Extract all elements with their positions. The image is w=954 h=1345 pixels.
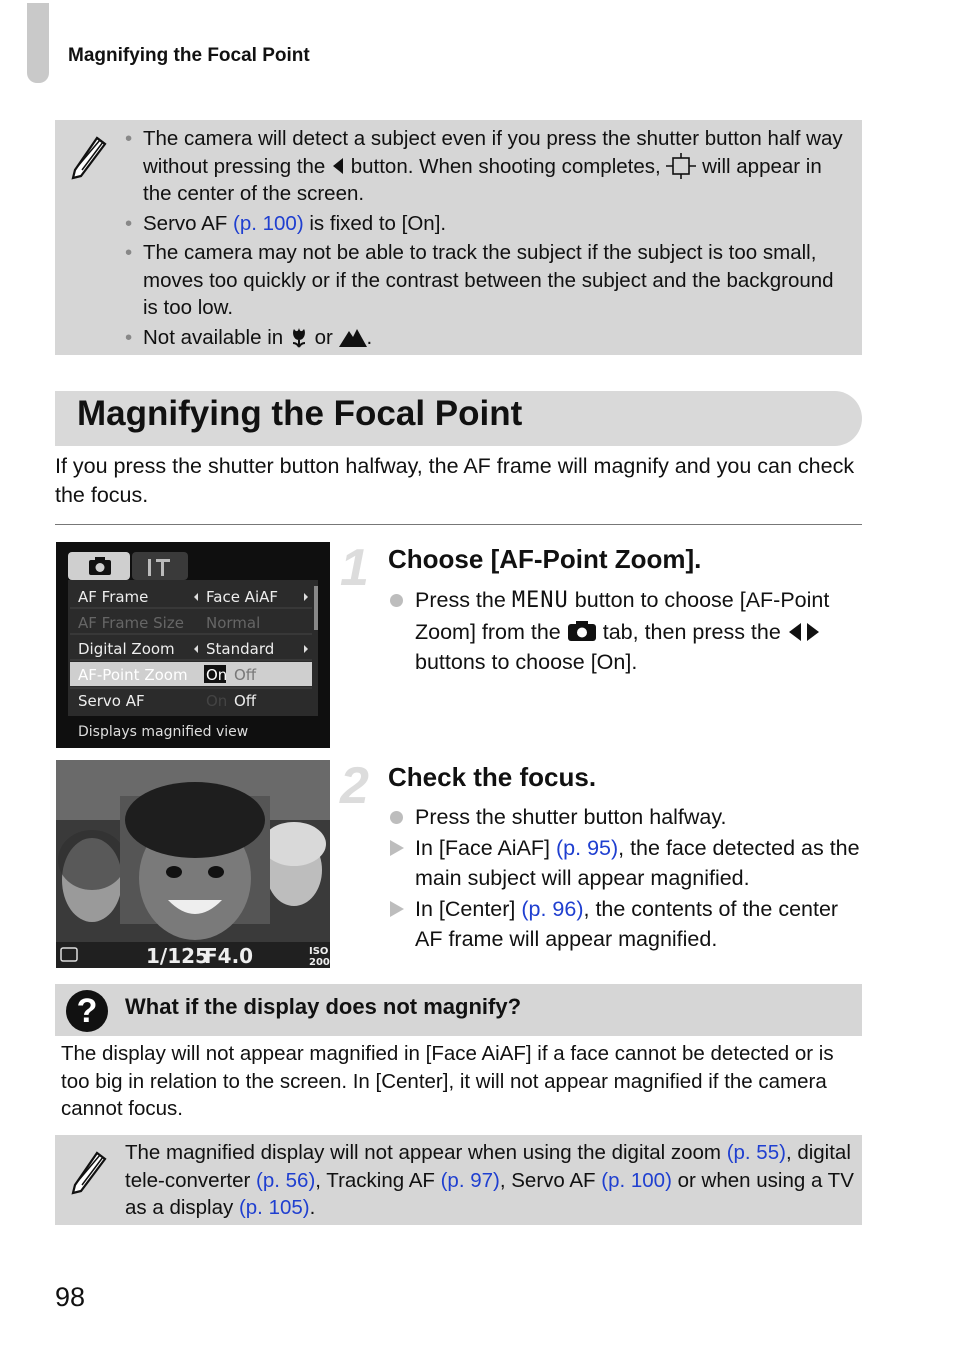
step-number: 2 <box>340 757 369 815</box>
magnified-face-photo <box>56 760 330 968</box>
page-number: 98 <box>55 1282 86 1312</box>
list-item: Press the shutter button halfway. <box>388 802 862 833</box>
result-marker <box>390 901 404 917</box>
list-item: • Not available in or . <box>125 324 854 352</box>
faq-title: What if the display does not magnify? <box>125 994 522 1019</box>
menu-row-off: Off <box>234 692 257 710</box>
step-title: Check the focus. <box>388 762 597 792</box>
step-instructions <box>388 802 862 955</box>
page-link[interactable]: (p. 100) <box>601 1168 672 1192</box>
section-title-bar <box>55 391 862 446</box>
step-number: 1 <box>340 539 369 597</box>
photo-graphic <box>56 760 330 968</box>
page-link[interactable]: (p. 96) <box>521 896 584 921</box>
page-link[interactable]: (p. 56) <box>256 1168 316 1192</box>
chapter-tab-marker <box>27 3 49 83</box>
menu-screen-graphic <box>56 542 330 748</box>
divider <box>55 524 862 525</box>
faq-body: The display will not appear magnified in [Face AiAF] if a face cannot be detected or is too big in relation to the screen. In [Center], it will not appear magnified if the camera cannot focus. <box>61 1042 834 1120</box>
menu-row-label: Servo AF <box>78 692 145 710</box>
iso-label: ISO <box>309 946 329 957</box>
menu-footer-hint: Displays magnified view <box>78 724 249 740</box>
page-link[interactable]: (p. 97) <box>440 1168 500 1192</box>
page-link[interactable]: (p. 105) <box>238 1196 310 1219</box>
menu-row-value: Normal <box>206 614 261 632</box>
operation-marker <box>390 811 403 824</box>
pencil-icon <box>67 1147 107 1195</box>
menu-row-label: AF Frame Size <box>78 614 184 632</box>
note-box-top <box>55 120 862 355</box>
section-title: Magnifying the Focal Point <box>77 394 523 433</box>
left-arrow-icon <box>331 157 345 175</box>
menu-row-value: Face AiAF <box>206 588 279 606</box>
shutter-speed: 1/125 <box>146 944 209 968</box>
note-bullet-list <box>125 125 854 353</box>
intro-paragraph: If you press the shutter button halfway, the AF frame will magnify and you can check the focus. <box>55 454 855 507</box>
list-item: • The camera may not be able to track the subject if the subject is too small, moves too quickly or if the contrast between the subject and the background is too low. <box>125 239 854 322</box>
list-item: Press the MENU button to choose [AF-Point Zoom] from the tab, then press the buttons to choose [On]. <box>388 585 862 678</box>
left-right-arrows-icon <box>787 622 821 642</box>
pencil-icon <box>67 132 107 180</box>
aperture: F4.0 <box>204 944 254 968</box>
menu-row-label: AF-Point Zoom <box>78 666 188 684</box>
page-link[interactable]: (p. 100) <box>233 211 304 235</box>
menu-row-value: Standard <box>206 640 275 658</box>
note-text: The magnified display will not appear when using the digital zoom (p. 55), digital tele-converter (p. 56), Tracking AF (p. 97), Servo AF (p. 100) or when using a TV as a display (p. 105). <box>125 1141 854 1219</box>
menu-row-on: On <box>206 666 228 684</box>
infinity-mountain-icon <box>339 327 367 347</box>
page-link[interactable]: (p. 55) <box>726 1141 786 1164</box>
camera-menu-screenshot <box>56 542 330 748</box>
list-item: • Servo AF (p. 100) is fixed to [On]. <box>125 210 854 238</box>
menu-button-label: MENU <box>511 588 569 613</box>
iso-value: 200 <box>309 957 330 968</box>
menu-row-label: AF Frame <box>78 588 149 606</box>
running-head: Magnifying the Focal Point <box>68 45 310 66</box>
menu-row-on: On <box>206 692 228 710</box>
result-marker <box>390 840 404 856</box>
list-item: In [Face AiAF] (p. 95), the face detected as the main subject will appear magnified. <box>388 833 862 894</box>
macro-flower-icon <box>289 326 309 348</box>
operation-marker <box>390 594 403 607</box>
af-frame-icon <box>666 153 696 179</box>
menu-row-label: Digital Zoom <box>78 640 175 658</box>
question-icon: ? <box>66 990 108 1032</box>
note-box-bottom <box>55 1135 862 1225</box>
page-link[interactable]: (p. 95) <box>556 835 619 860</box>
faq-header <box>55 984 862 1036</box>
step-title: Choose [AF-Point Zoom]. <box>388 544 702 574</box>
step-instructions <box>388 585 862 678</box>
list-item: In [Center] (p. 96), the contents of the center AF frame will appear magnified. <box>388 894 862 955</box>
camera-tab-icon <box>567 620 597 642</box>
menu-row-off: Off <box>234 666 257 684</box>
list-item: • The camera will detect a subject even if you press the shutter button half way without pressing the button. When shooting completes, will appear in the center of the screen. <box>125 125 854 208</box>
